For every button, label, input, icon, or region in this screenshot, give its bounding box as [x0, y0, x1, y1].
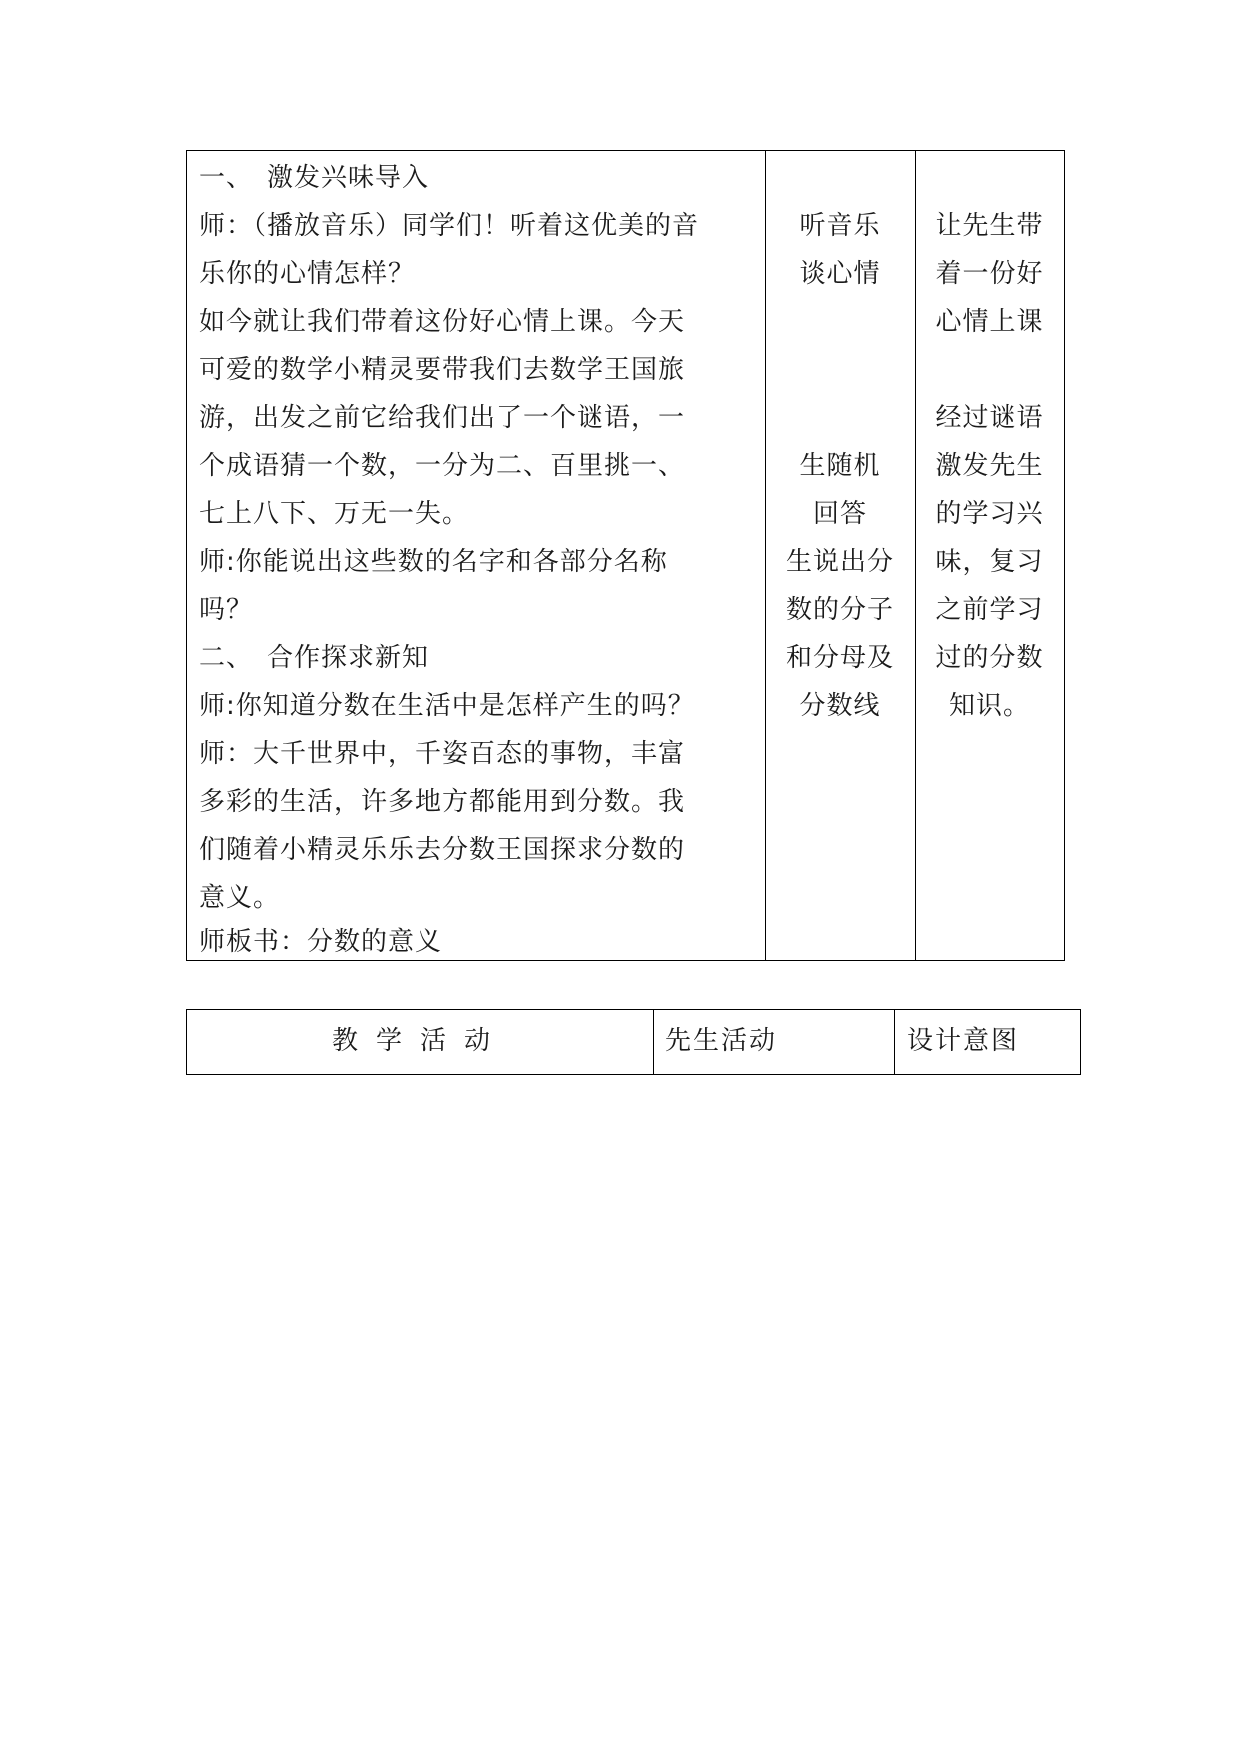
student-line: 分数线 — [799, 691, 881, 721]
intent-line: 知识。 — [948, 691, 1030, 721]
student-line: 生随机 — [799, 451, 881, 481]
intent-line: 激发先生 — [935, 451, 1044, 481]
activity-line: 个成语猜一个数，一分为二、百里挑一、 — [199, 451, 686, 481]
intent-line: 味，复习 — [935, 547, 1044, 577]
activity-line: 七上八下、万无一失。 — [199, 499, 470, 529]
activity-line: 乐你的心情怎样？ — [199, 259, 416, 289]
teaching-activity-column — [187, 151, 766, 960]
student-line: 听音乐 — [799, 211, 881, 241]
student-line: 和分母及 — [785, 643, 894, 673]
intent-line: 的学习兴 — [935, 499, 1044, 529]
header-teaching-activity: 教学活动 — [187, 1010, 654, 1074]
activity-line: 多彩的生活，许多地方都能用到分数。我 — [199, 787, 686, 817]
student-line: 生说出分 — [785, 547, 894, 577]
activity-line: 游，出发之前它给我们出了一个谜语，一 — [199, 403, 686, 433]
activity-line: 师:你能说出这些数的名字和各部分名称 — [199, 547, 668, 577]
student-line: 数的分子 — [785, 595, 894, 625]
header-student-activity: 先生活动 — [653, 1010, 895, 1074]
intent-line: 心情上课 — [935, 307, 1044, 337]
activity-line: 二、 合作探求新知 — [199, 643, 430, 673]
activity-line: 一、 激发兴味导入 — [199, 163, 430, 193]
activity-line: 师：大千世界中，千姿百态的事物，丰富 — [199, 739, 686, 769]
intent-line: 过的分数 — [935, 643, 1044, 673]
activity-line: 师：（播放音乐）同学们！听着这优美的音 — [199, 211, 700, 241]
header-table — [186, 1009, 1081, 1075]
header-design-intent: 设计意图 — [907, 1026, 1020, 1056]
activity-line: 师板书：分数的意义 — [199, 927, 443, 957]
student-line: 回答 — [812, 499, 867, 529]
intent-line: 之前学习 — [935, 595, 1044, 625]
intent-line: 让先生带 — [935, 211, 1044, 241]
activity-line: 可爱的数学小精灵要带我们去数学王国旅 — [199, 355, 686, 385]
intent-line: 着一份好 — [935, 259, 1044, 289]
design-intent-column — [915, 151, 1064, 960]
student-activity-column — [765, 151, 916, 960]
student-line: 谈心情 — [799, 259, 881, 289]
activity-line: 意义。 — [199, 883, 281, 913]
lesson-table — [186, 150, 1065, 961]
intent-line: 经过谜语 — [935, 403, 1044, 433]
activity-line: 们随着小精灵乐乐去分数王国探求分数的 — [199, 835, 686, 865]
activity-line: 如今就让我们带着这份好心情上课。今天 — [199, 307, 686, 337]
activity-line: 吗？ — [199, 595, 254, 625]
activity-line: 师:你知道分数在生活中是怎样产生的吗？ — [199, 691, 695, 721]
